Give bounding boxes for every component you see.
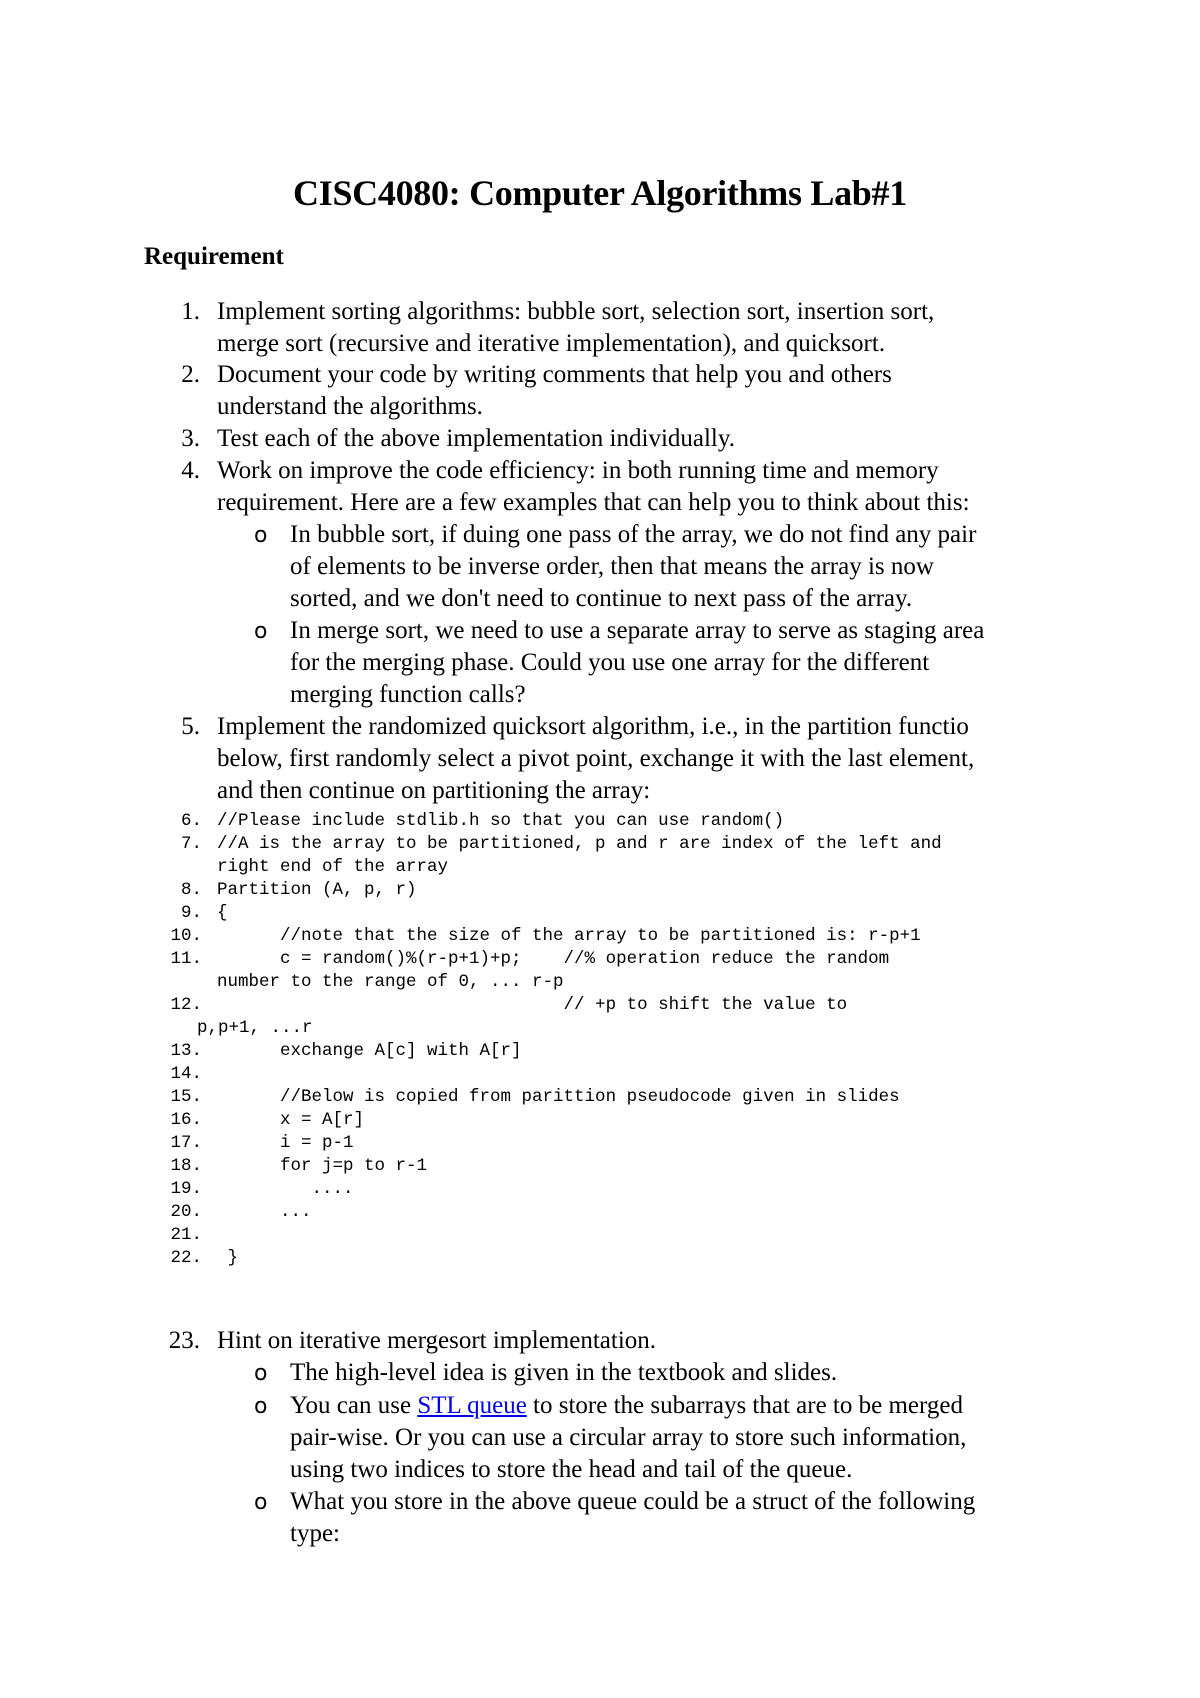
code-line: } — [217, 1248, 239, 1268]
bullet-circle-icon: o — [254, 1490, 268, 1515]
code-line: // +p to shift the value to — [217, 995, 848, 1015]
code-line-number: 8. — [180, 880, 202, 900]
list-item-text: Implement sorting algorithms: bubble sort, selection sort, insertion sort, — [217, 298, 935, 325]
list-item-text: below, first randomly select a pivot point, exchange it with the last element, — [217, 745, 975, 772]
code-line: p,p+1, ...r — [197, 1018, 313, 1038]
list-number: 1. — [181, 298, 200, 325]
bullet-circle-icon: o — [254, 1394, 268, 1419]
code-line-number: 12. — [170, 995, 202, 1015]
page-title: CISC4080: Computer Algorithms Lab#1 — [293, 173, 907, 213]
list-item-text: understand the algorithms. — [217, 393, 483, 420]
code-line-number: 22. — [170, 1248, 202, 1268]
list-item-text: Test each of the above implementation individually. — [217, 425, 736, 452]
bullet-circle-icon: o — [254, 619, 268, 644]
code-line: for j=p to r-1 — [217, 1156, 428, 1176]
list-item-text: Implement the randomized quicksort algorithm, i.e., in the partition functio — [217, 713, 969, 740]
sub-bullet-text — [290, 1392, 963, 1420]
list-number: 3. — [181, 425, 200, 452]
list-item-text: Hint on iterative mergesort implementation. — [217, 1327, 657, 1354]
code-line: //note that the size of the array to be partitioned is: r-p+1 — [217, 926, 921, 946]
list-number: 2. — [181, 361, 200, 388]
code-line-number: 13. — [170, 1041, 202, 1061]
code-line-number: 16. — [170, 1110, 202, 1130]
sub-bullet-text: In merge sort, we need to use a separate array to serve as staging area — [290, 617, 985, 644]
sub-bullet-text: merging function calls? — [290, 681, 526, 708]
code-line: ... — [217, 1202, 312, 1222]
list-item-text: Document your code by writing comments that help you and others — [217, 361, 892, 388]
sub-bullet-text: using two indices to store the head and tail of the queue. — [290, 1456, 853, 1483]
code-line-number: 6. — [180, 811, 202, 831]
stl-queue-link[interactable]: STL queue — [417, 1392, 527, 1419]
list-number: 5. — [181, 713, 200, 740]
code-line-number: 20. — [170, 1202, 202, 1222]
code-line-number: 15. — [170, 1087, 202, 1107]
sub-bullet-text-after: to store the subarrays that are to be merged — [526, 1392, 963, 1419]
sub-bullet-text: of elements to be inverse order, then that means the array is now — [290, 553, 934, 580]
section-heading: Requirement — [144, 243, 284, 270]
sub-bullet-text: type: — [290, 1520, 340, 1547]
code-line-number: 18. — [170, 1156, 202, 1176]
list-item-text: and then continue on partitioning the array: — [217, 777, 651, 804]
list-number: 4. — [181, 457, 200, 484]
list-item-text: merge sort (recursive and iterative implementation), and quicksort. — [217, 330, 886, 357]
code-line-number: 21. — [170, 1225, 202, 1245]
sub-bullet-text: for the merging phase. Could you use one array for the different — [290, 649, 930, 676]
bullet-circle-icon: o — [254, 523, 268, 548]
code-line-number: 9. — [180, 903, 202, 923]
code-line-number: 19. — [170, 1179, 202, 1199]
code-line: Partition (A, p, r) — [217, 880, 417, 900]
code-line: //Below is copied from parittion pseudocode given in slides — [217, 1087, 900, 1107]
code-line-number: 7. — [180, 834, 202, 854]
code-line: exchange A[c] with A[r] — [217, 1041, 522, 1061]
code-line-number: 11. — [170, 949, 202, 969]
sub-bullet-text: pair-wise. Or you can use a circular array to store such information, — [290, 1424, 967, 1451]
code-line: x = A[r] — [217, 1110, 365, 1130]
list-item-text: Work on improve the code efficiency: in both running time and memory — [217, 457, 939, 484]
code-line: right end of the array — [217, 857, 449, 877]
code-line: c = random()%(r-p+1)+p; //% operation reduce the random — [217, 949, 890, 969]
code-line: number to the range of 0, ... r-p — [217, 972, 564, 992]
sub-bullet-text: What you store in the above queue could be a struct of the following — [290, 1488, 976, 1515]
code-line: //A is the array to be partitioned, p and r are index of the left and — [217, 834, 942, 854]
code-line-number: 17. — [170, 1133, 202, 1153]
sub-bullet-text: The high-level idea is given in the textbook and slides. — [290, 1359, 838, 1386]
sub-bullet-text: sorted, and we don't need to continue to next pass of the array. — [290, 585, 913, 612]
list-item-text: requirement. Here are a few examples that can help you to think about this: — [217, 489, 970, 516]
code-line-number: 14. — [170, 1064, 202, 1084]
code-line-number: 10. — [170, 926, 202, 946]
code-line: .... — [217, 1179, 354, 1199]
code-line: //Please include stdlib.h so that you can use random() — [217, 811, 785, 831]
list-number: 23. — [168, 1327, 200, 1354]
sub-bullet-text-before: You can use — [290, 1392, 418, 1419]
sub-bullet-text: In bubble sort, if duing one pass of the array, we do not find any pair — [290, 521, 977, 548]
code-line: i = p-1 — [217, 1133, 354, 1153]
bullet-circle-icon: o — [254, 1361, 268, 1386]
code-line: { — [217, 903, 228, 923]
